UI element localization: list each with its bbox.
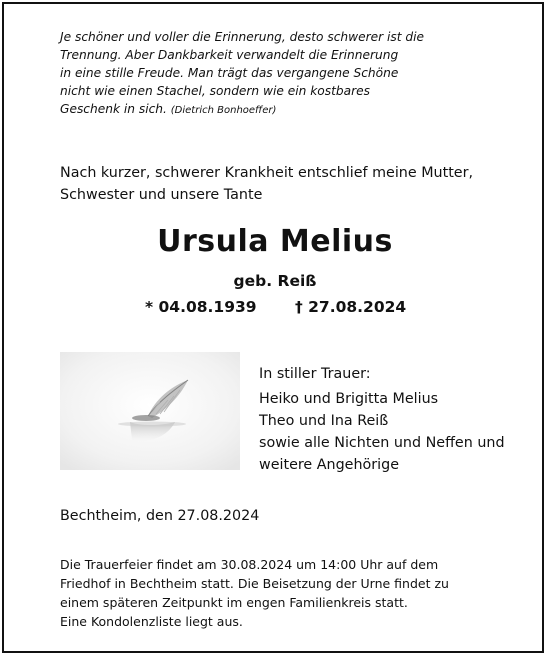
intro-line: Nach kurzer, schwerer Krankheit entschlief meine Mutter,	[60, 165, 474, 181]
intro-text	[60, 162, 520, 206]
quote-line-last	[60, 100, 500, 120]
quote-author: (Dietrich Bonhoeffer)	[170, 105, 277, 116]
mourner-line: weitere Angehörige	[259, 457, 400, 473]
funeral-notice	[60, 555, 510, 631]
notice-line: Eine Kondolenzliste liegt aus.	[60, 614, 243, 629]
mourner-line: sowie alle Nichten und Neffen und	[259, 435, 505, 451]
birth-date: * 04.08.1939	[145, 298, 257, 316]
maiden-name: geb. Reiß	[233, 272, 317, 290]
quote-line: Trennung. Aber Dankbarkeit verwandelt die Erinnerung	[60, 48, 399, 62]
notice-line: Die Trauerfeier findet am 30.08.2024 um 14:00 Uhr auf dem	[60, 557, 439, 572]
notice-line: einem späteren Zeitpunkt im engen Familienkreis statt.	[60, 595, 408, 610]
quote-line: nicht wie einen Stachel, sondern wie ein kostbares	[60, 84, 370, 98]
quote-line: in eine stille Freude. Man trägt das vergangene Schöne	[60, 66, 399, 80]
death-date: † 27.08.2024	[295, 298, 407, 316]
mourner-line: Theo und Ina Reiß	[259, 413, 389, 429]
notice-line: Friedhof in Bechtheim statt. Die Beisetzung der Urne findet zu	[60, 576, 449, 591]
place-date: Bechtheim, den 27.08.2024	[60, 508, 260, 524]
mourners-heading: In stiller Trauer:	[259, 366, 371, 382]
bonhoeffer-quote	[60, 28, 500, 120]
mourner-line: Heiko und Brigitta Melius	[259, 391, 439, 407]
quote-text: Geschenk in sich.	[60, 102, 167, 116]
mourners-list	[259, 363, 544, 476]
feather-image	[60, 352, 240, 470]
deceased-name: Ursula Melius	[157, 224, 393, 259]
intro-line: Schwester und unsere Tante	[60, 187, 263, 203]
quote-line: Je schöner und voller die Erinnerung, desto schwerer ist die	[60, 30, 425, 44]
